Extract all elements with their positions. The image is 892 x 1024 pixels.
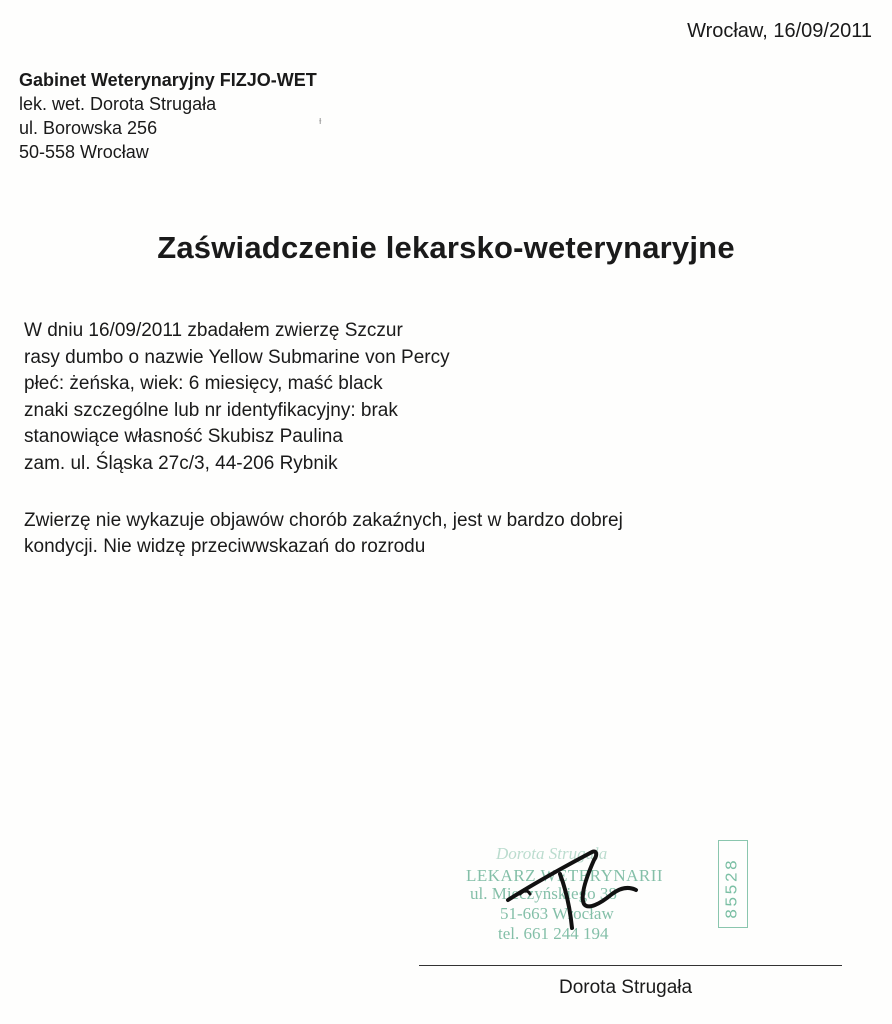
stamp-line: 51-663 Wrocław	[500, 904, 614, 923]
details-line: znaki szczególne lub nr identyfikacyjny: brak	[24, 399, 398, 421]
stamp-line: LEKARZ WETERYNARII	[466, 866, 664, 885]
signer-name: Dorota Strugała	[559, 977, 693, 998]
clinic-city: 50-558 Wrocław	[19, 142, 149, 162]
health-conclusion	[24, 508, 864, 560]
details-line: W dniu 16/09/2011 zbadałem zwierzę Szczur	[24, 320, 403, 341]
clinic-doctor: lek. wet. Dorota Strugała	[19, 94, 217, 114]
document-title: Zaświadczenie lekarsko-weterynaryjne	[157, 230, 735, 265]
clinic-address-block	[19, 68, 317, 164]
date-line: Wrocław, 16/09/2011	[687, 20, 872, 42]
stamp-line: tel. 661 244 194	[498, 924, 609, 943]
conclusion-line: Zwierzę nie wykazuje objawów chorób zakaźnych, jest w bardzo dobrej	[24, 510, 623, 531]
conclusion-line: kondycji. Nie widzę przeciwwskazań do rozrodu	[24, 536, 426, 557]
stamp-number-box	[718, 840, 748, 928]
animal-details	[24, 318, 450, 477]
stamp-line: ul. Mieczyńskiego 38	[470, 884, 617, 903]
signature-line	[419, 965, 842, 966]
clinic-street: ul. Borowska 256	[19, 118, 158, 138]
details-line: stanowiące własność Skubisz Paulina	[24, 426, 343, 447]
details-line: zam. ul. Śląska 27c/3, 44-206 Rybnik	[24, 452, 338, 474]
scan-speck: ᵻ	[319, 115, 322, 127]
details-line: płeć: żeńska, wiek: 6 miesięcy, maść black	[24, 373, 383, 394]
details-line: rasy dumbo o nazwie Yellow Submarine von Percy	[24, 346, 450, 368]
clinic-name: Gabinet Weterynaryjny FIZJO-WET	[19, 70, 317, 90]
handwritten-signature	[500, 838, 650, 938]
stamp-line: Dorota Strugała	[496, 844, 608, 863]
stamp-number: 85528	[723, 858, 743, 920]
